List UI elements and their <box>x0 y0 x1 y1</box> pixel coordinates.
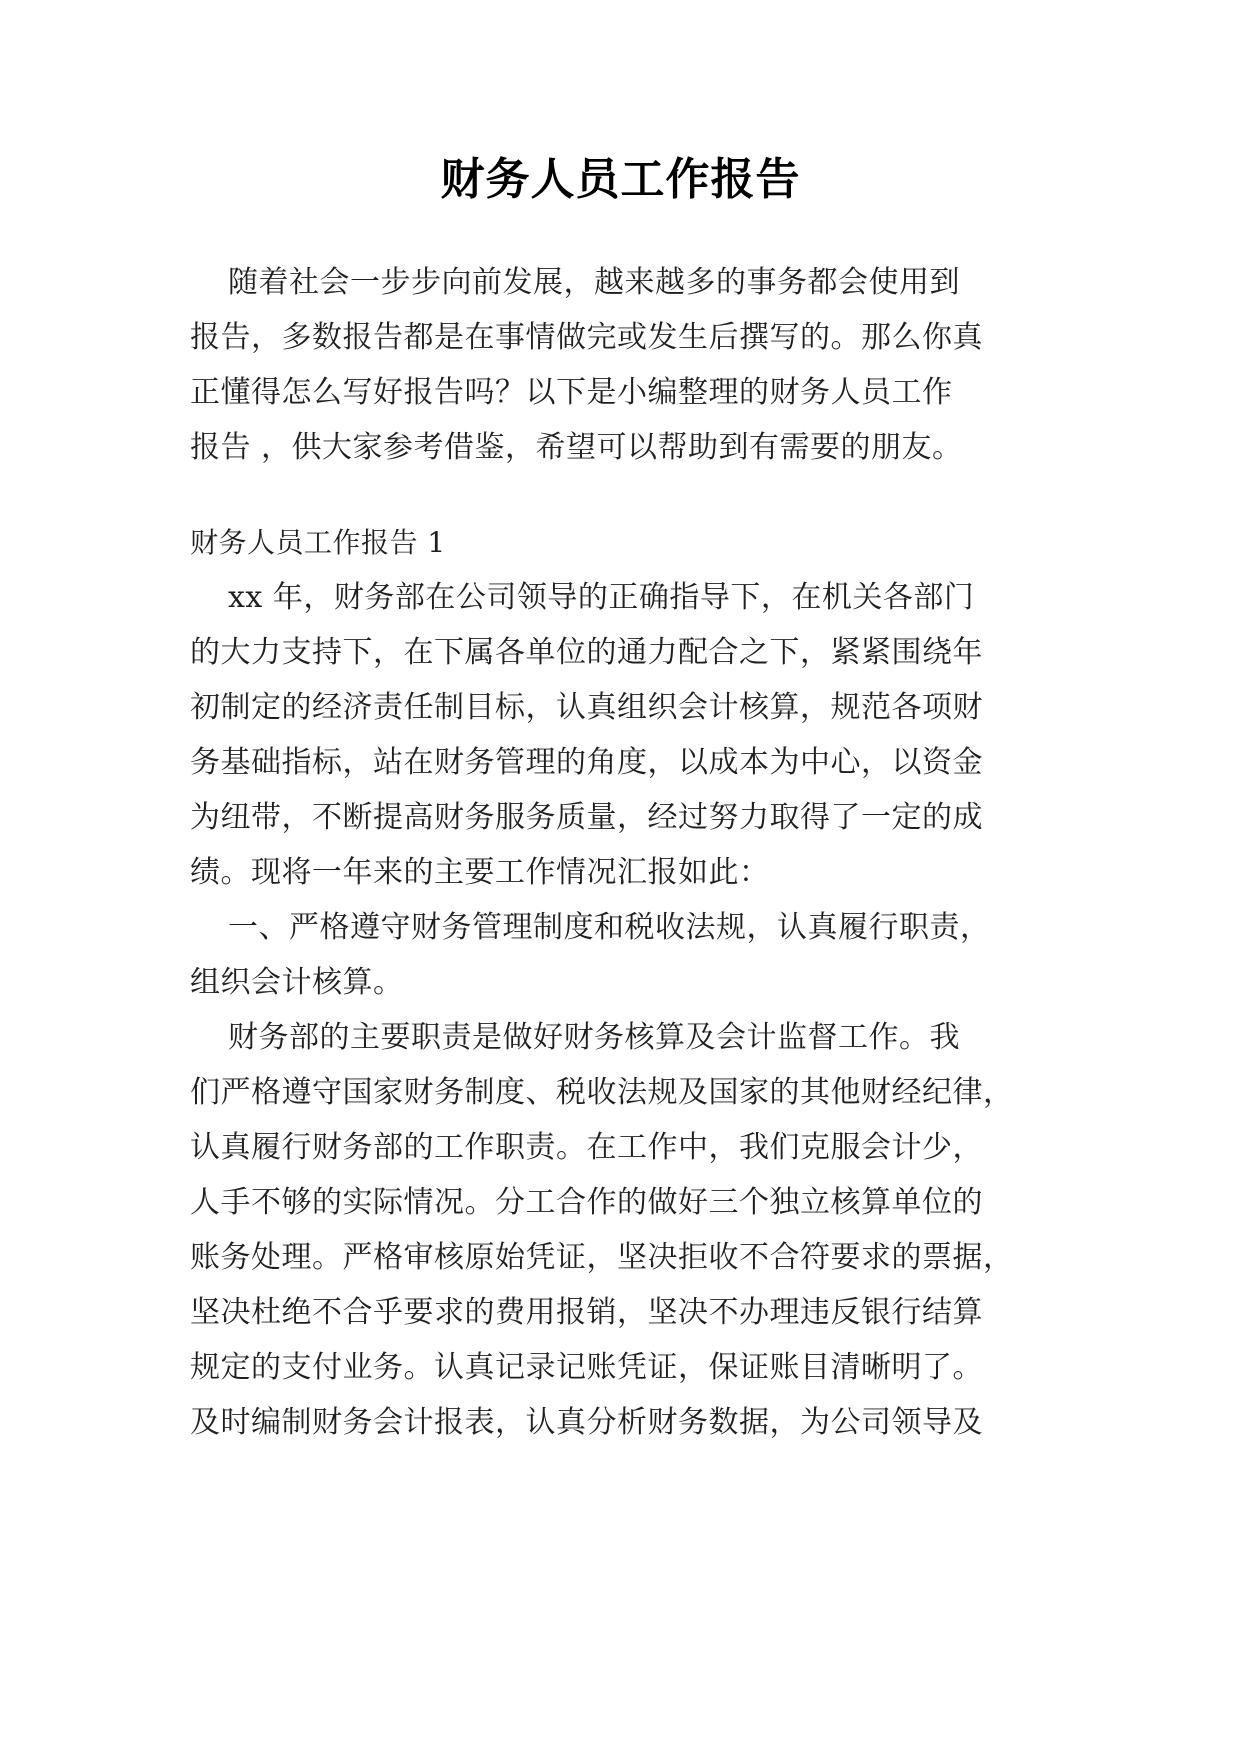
body-line: 的大力支持下，在下属各单位的通力配合之下，紧紧围绕年 <box>190 635 983 670</box>
body-line: 初制定的经济责任制目标，认真组织会计核算，规范各项财 <box>190 690 983 725</box>
body-line: 认真履行财务部的工作职责。在工作中，我们克服会计少， <box>190 1130 983 1165</box>
body-line: 一、严格遵守财务管理制度和税收法规，认真履行职责， <box>228 910 991 945</box>
body-line: 为纽带，不断提高财务服务质量，经过努力取得了一定的成 <box>190 800 983 835</box>
intro-line: 正懂得怎么写好报告吗？以下是小编整理的财务人员工作 <box>190 375 953 410</box>
document-title: 财务人员工作报告 <box>440 154 801 205</box>
body-line: 规定的支付业务。认真记录记账凭证，保证账目清晰明了。 <box>190 1350 983 1385</box>
body-line: 人手不够的实际情况。分工合作的做好三个独立核算单位的 <box>190 1185 983 1220</box>
body-line: 组织会计核算。 <box>190 965 404 1000</box>
body-line: xx 年，财务部在公司领导的正确指导下，在机关各部门 <box>228 580 975 615</box>
body-line: 务基础指标，站在财务管理的角度，以成本为中心，以资金 <box>190 745 983 780</box>
intro-line: 报告 ，供大家参考借鉴，希望可以帮助到有需要的朋友。 <box>190 430 963 465</box>
body-line: 绩。现将一年来的主要工作情况汇报如此： <box>190 855 770 890</box>
intro-line: 随着社会一步步向前发展，越来越多的事务都会使用到 <box>228 265 960 300</box>
body-line: 们严格遵守国家财务制度、税收法规及国家的其他财经纪律， <box>190 1075 1014 1110</box>
body-line: 坚决杜绝不合乎要求的费用报销，坚决不办理违反银行结算 <box>190 1295 983 1330</box>
body-line: 及时编制财务会计报表，认真分析财务数据，为公司领导及 <box>190 1405 983 1440</box>
body-line: 财务部的主要职责是做好财务核算及会计监督工作。我 <box>228 1020 960 1055</box>
intro-line: 报告，多数报告都是在事情做完或发生后撰写的。那么你真 <box>190 320 983 355</box>
body-line: 账务处理。严格审核原始凭证，坚决拒收不合符要求的票据， <box>190 1240 1014 1275</box>
section-heading: 财务人员工作报告 1 <box>190 526 446 559</box>
